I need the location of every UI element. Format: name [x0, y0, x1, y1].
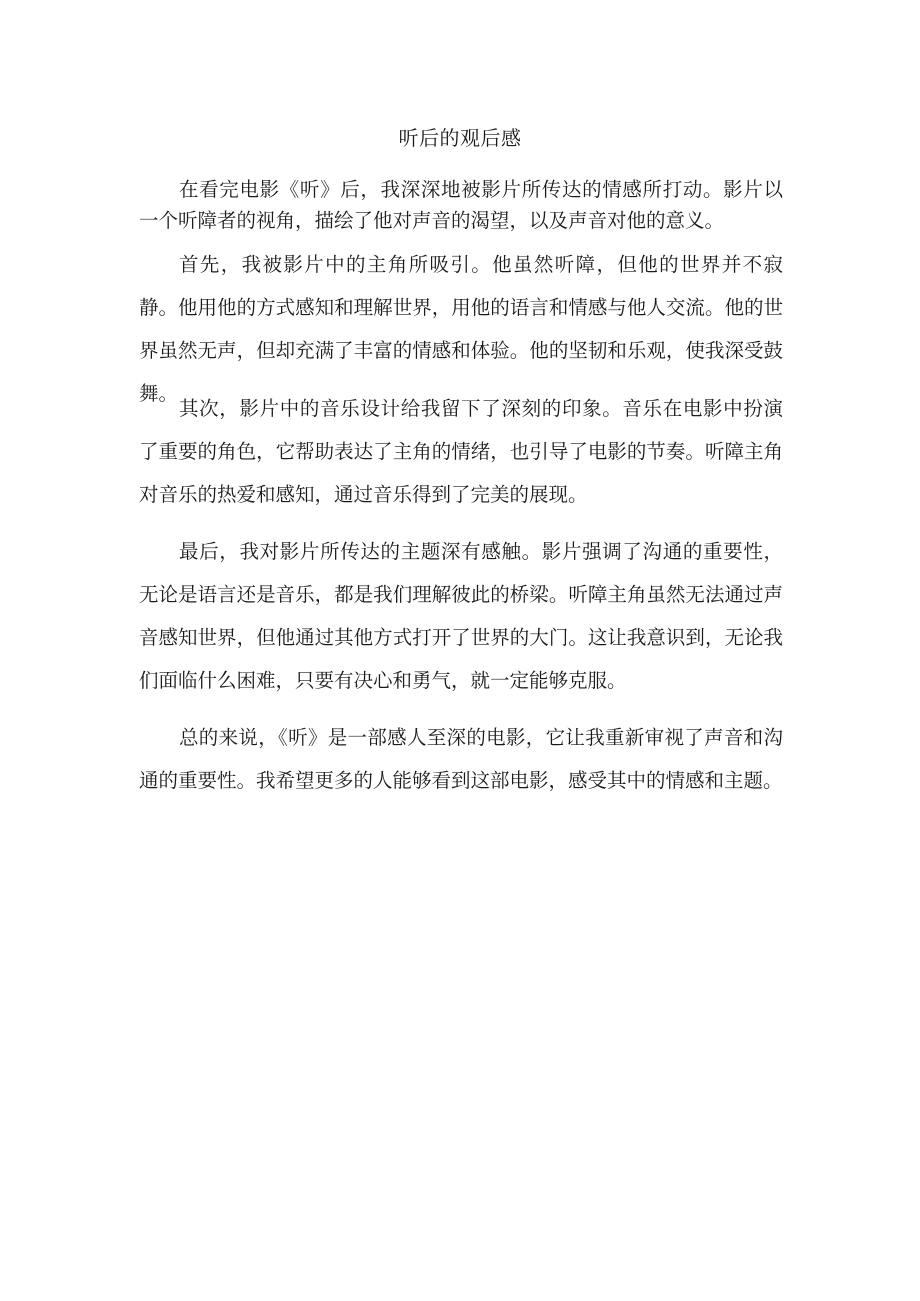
- paragraph-conclusion: 总的来说，《听》是一部感人至深的电影，它让我重新审视了声音和沟通的重要性。我希望更多的人能够看到这部电影，感受其中的情感和主题。: [139, 726, 783, 792]
- paragraph-first: 首先，我被影片中的主角所吸引。他虽然听障，但他的世界并不寂静。他用他的方式感知和理解世界，用他的语言和情感与他人交流。他的世界虽然无声，但却充满了丰富的情感和体验。他的坚韧和乐观，使我深受鼓舞。: [139, 253, 783, 405]
- document-title: 听后的观后感: [398, 126, 522, 150]
- paragraph-third: 最后，我对影片所传达的主题深有感触。影片强调了沟通的重要性，无论是语言还是音乐，都是我们理解彼此的桥梁。听障主角虽然无法通过声音感知世界，但他通过其他方式打开了世界的大门。这让我意识到，无论我们面临什么困难，只要有决心和勇气，就一定能够克服。: [139, 540, 783, 692]
- paragraph-second: 其次，影片中的音乐设计给我留下了深刻的印象。音乐在电影中扮演了重要的角色，它帮助表达了主角的情绪，也引导了电影的节奏。听障主角对音乐的热爱和感知，通过音乐得到了完美的展现。: [139, 397, 783, 506]
- paragraph-intro: 在看完电影《听》后，我深深地被影片所传达的情感所打动。影片以一个听障者的视角，描绘了他对声音的渴望，以及声音对他的意义。: [139, 178, 783, 232]
